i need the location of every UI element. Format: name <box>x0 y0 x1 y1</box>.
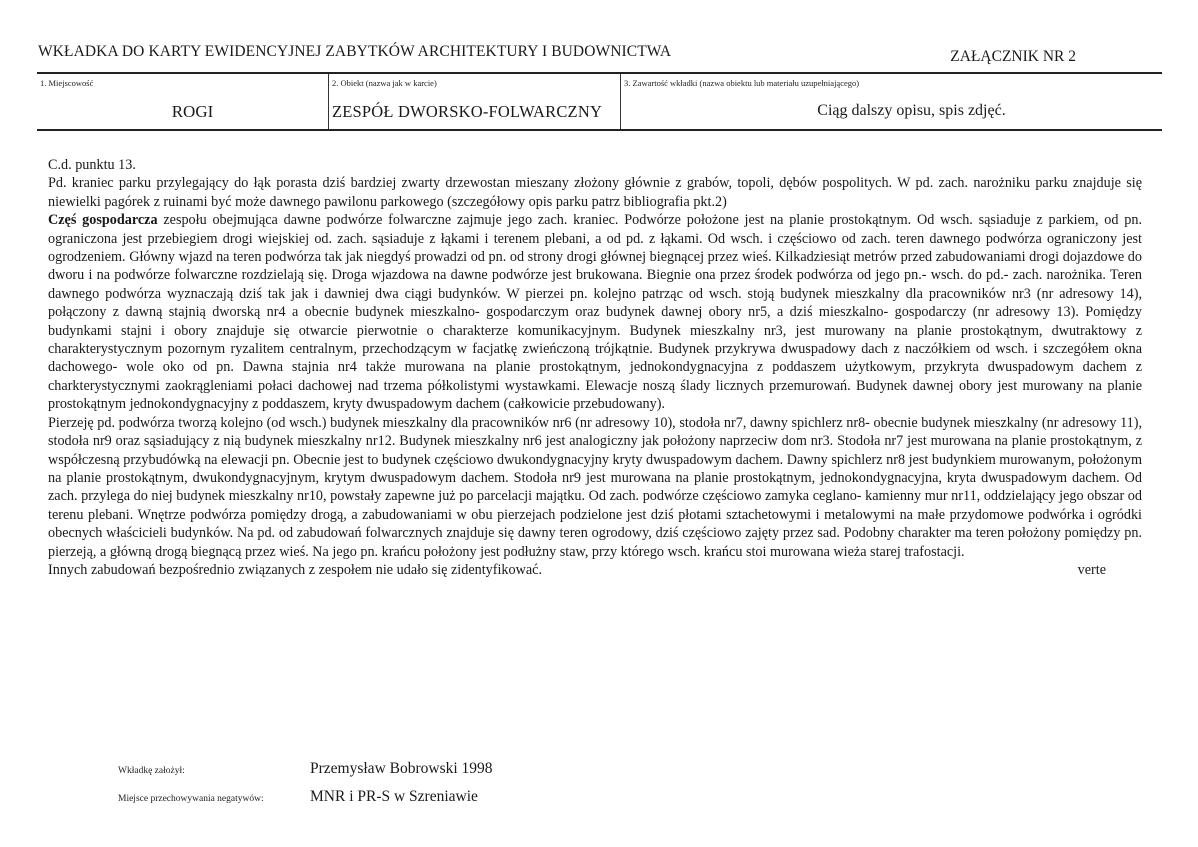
document-title: WKŁADKA DO KARTY EWIDENCYJNEJ ZABYTKÓW ARCHITEKTURY I BUDOWNICTWA <box>38 43 672 60</box>
field-object <box>328 74 620 129</box>
paragraph-farm-part <box>48 211 1142 413</box>
author-label: Wkładkę założył: <box>118 766 185 776</box>
field-object-label: 2. Obiekt (nazwa jak w karcie) <box>332 78 437 88</box>
paragraph-closing: Innych zabudowań bezpośrednio związanych z zespołem nie udało się zidentyfikować. <box>48 561 543 578</box>
field-locality <box>37 74 328 129</box>
bold-lead: Częś gospodarcza <box>48 212 158 229</box>
field-locality-value: ROGI <box>171 102 214 121</box>
field-contents-label: 3. Zawartość wkładki (nazwa obiektu lub materiału uzupełniającego) <box>624 78 860 88</box>
paragraph-park: Pd. kraniec parku przylegający do łąk porasta dziś bardziej zwarty drzewostan mieszany złożony głównie z grabów, topoli, dębów pospolitych. W pd. zach. narożniku parku znajduje się niewielki pagórek z ruinami być może dawnego pawilonu parkowego (szczegółowy opis parku patrz bibliografia pkt.2) <box>48 175 1142 210</box>
paragraph-south-frontage: Pierzeję pd. podwórza tworzą kolejno (od wsch.) budynek mieszkalny dla pracowników nr6 (nr adresowy 10), stodoła nr7, dawny spichlerz nr8- obecnie budynek mieszkalny (nr adresowy 11), stodoła nr9 oraz sąsiadujący z nią budynek mieszkalny nr12. Budynek mieszkalny nr6 jest analogiczny jak położony naprzeciw dom nr3. Stodoła nr7 jest murowana na planie prostokątnym, z współczesną przybudówką na elewacji pn. Obecnie jest to budynek częściowo dwukondygnacyjny kryty dwuspadowym dachem. Dawny spichlerz nr8 jest budynkiem murowanym, położonym na planie prostokątnym, dwukondygnacyjnym, krytym dwuspadowym dachem. Stodoła nr9 jest murowana na planie prostokątnym, jednokondygnacyjna, kryta dwuspadowym dachem. Od zach. przylega do niej budynek mieszkalny nr10, powstały zapewne już po parcelacji majątku. Od zach. podwórze częściowo zamyka ceglano- kamienny mur nr11, oddzielający jego obszar od terenu plebani. Wnętrze podwórza pomiędzy drogą, a zabudowaniami w obu pierzejach podzielone jest dziś płotami sztachetowymi i metalowymi na małe przydomowe podwórka i ogródki obecnych właścicieli budynków. Na pd. od zabudowań folwarcznych znajduje się dawny teren ogrodowy, dziś częściowo zajęty przez sad. Podobny charakter ma teren położony pomiędzy pn. pierzeją, a główną drogą biegnącą przez wieś. Na jego pn. krańcu położony jest podłużny staw, przy którego wsch. krańcu stoi murowana wieża starej trafostacji. <box>48 414 1142 560</box>
storage-label: Miejsce przechowywania negatywów: <box>118 794 264 804</box>
paragraph-farm-part-text: zespołu obejmująca dawne podwórze folwarczne zajmuje jego zach. kraniec. Podwórze położone jest na planie prostokątnym. Od wsch. sąsiaduje z parkiem, od pn. ograniczona jest przebiegiem drogi wiejskiej od. zach. sąsiaduje z łąkami i terenem plebani, a od pd. z łąkami. Od wsch. i częściowo od zach. teren dawnego podwórza ograniczony jest ogrodzeniem. Główny wjazd na teren podwórza tak jak niegdyś prowadzi od pn. od strony drogi głównej biegnącej przez wieś. Kilkadziesiąt metrów przed zabudowaniami drogi dojazdowe do dworu i na podwórze folwarczne rozdzielają się. Droga wjazdowa na dawne podwórze jest brukowana. Biegnie ona przez środek podwórza od jego pn.- wsch. do pd.- zach. narożnika. Teren dawnego podwórza wyznaczają dziś tak jak i dawniej dwa ciągi budynków. W pierzei pn. kolejno patrząc od wsch. stoją budynek mieszkalny dla pracowników nr3 (nr adresowy 14), połączony z dawną stajnią dworską nr4 a obecnie budynek mieszkalno- gospodarczym oraz budynek dawnej obory nr5, a dziś mieszkalno- gospodarczy (nr adresowy 13). Pomiędzy budynkami stajni i obory znajduje się otwarcie pierwotnie o charakterze komunikacyjnym. Budynek mieszkalny nr3, jest murowany na planie prostokątnym, dwutraktowy z charakterystycznym pozornym ryzalitem centralnym, przechodzącym w facjatkę zwieńczoną trójkątnie. Budynek przykrywa dwuspadowy dach z naczółkiem od wsch. i szczegółem okna dachowego- wole oko od pn. Dawna stajnia nr4 także murowana na planie prostokątnym, jednokondygnacyjna z poddaszem użytkowym, przykryta dwuspadowym dachem z charkterystycznymi zaokrągleniami połaci dachowej nad trzema półkolistymi wystawkami. Elewacje noszą ślady licznych przemurowań. Budynek dawnej obory jest murowany na planie prostokątnym jednokondygnacyjny z poddaszem, kryty dwuspadowym dachem (całkowicie przebudowany). <box>48 212 1142 413</box>
author-value: Przemysław Bobrowski 1998 <box>310 760 493 777</box>
verte-note: verte <box>1077 561 1106 578</box>
storage-value: MNR i PR-S w Szreniawie <box>310 788 478 805</box>
section-heading: C.d. punktu 13. <box>48 157 136 173</box>
field-object-value: ZESPÓŁ DWORSKO-FOLWARCZNY <box>332 102 603 121</box>
header-fields-table <box>37 74 1162 131</box>
field-contents-value: Ciąg dalszy opisu, spis zdjęć. <box>817 102 1006 119</box>
field-contents <box>620 74 1162 129</box>
annex-number: ZAŁĄCZNIK NR 2 <box>950 48 1076 65</box>
description-body <box>48 156 1142 579</box>
field-locality-label: 1. Miejscowość <box>40 78 94 88</box>
closing-line <box>48 561 1142 579</box>
